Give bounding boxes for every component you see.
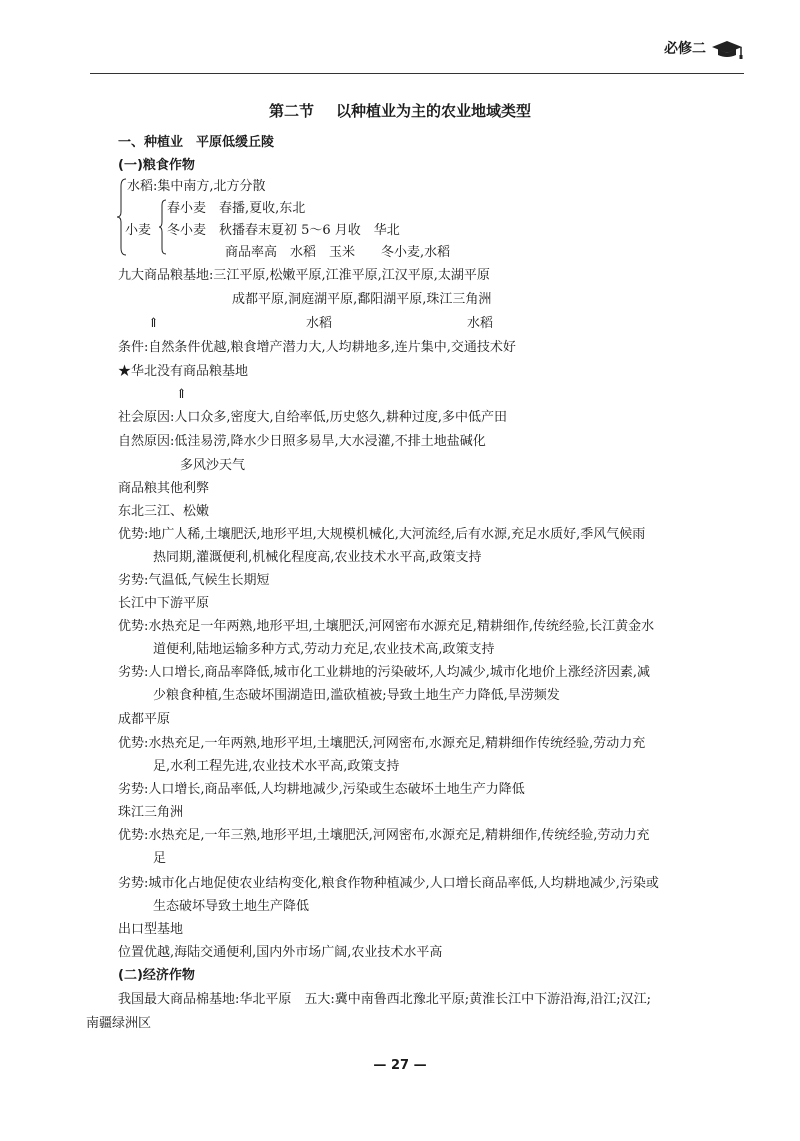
text-nine-bases-cont: 成都平原,洞庭湖平原,鄱阳湖平原,珠江三角洲 (232, 292, 492, 307)
text-rice-label-1: 水稻 (306, 316, 333, 331)
heading-yangtze: 长江中下游平原 (118, 596, 210, 611)
text-natural-reasons: 自然原因:低洼易涝,降水少日照多易旱,大水浸灌,不排土地盐碱化 (118, 434, 486, 449)
text-yz-advantages-cont: 道便利,陆地运输多种方式,劳动力充足,农业技术高,政策支持 (153, 642, 495, 657)
text-cotton-base-cont: 南疆绿洲区 (86, 1016, 152, 1031)
text-nine-bases: 九大商品粮基地:三江平原,松嫩平原,江淮平原,江汉平原,太湖平原 (118, 268, 490, 283)
section-number: 第二节 (268, 102, 314, 120)
text-yz-advantages: 优势:水热充足一年两熟,地形平坦,土壤肥沃,河网密布水源充足,精耕细作,传统经验,长江黄金水 (118, 619, 655, 634)
text-cd-disadvantages: 劣势:人口增长,商品率低,人均耕地减少,污染或生态破坏土地生产力降低 (118, 782, 525, 797)
text-cd-advantages-cont: 足,水利工程先进,农业技术水平高,政策支持 (153, 759, 400, 774)
heading-planting: 一、种植业 平原低缓丘陵 (118, 135, 275, 150)
text-ne-advantages-cont: 热同期,灌溉便利,机械化程度高,农业技术水平高,政策支持 (153, 550, 482, 565)
text-ne-disadvantages: 劣势:气温低,气候生长期短 (118, 573, 270, 588)
heading-grain-crops: (一)粮食作物 (118, 158, 195, 173)
arrow-up-1: ⇑ (148, 316, 159, 331)
text-yz-disadvantages-cont: 少粮食种植,生态破坏围湖造田,滥砍植被;导致土地生产力降低,旱涝频发 (153, 688, 560, 703)
graduation-cap-icon (710, 38, 744, 60)
section-title (0, 100, 800, 121)
brace-wheat-types (159, 199, 167, 255)
text-yz-disadvantages: 劣势:人口增长,商品率降低,城市化工业耕地的污染破坏,人均减少,城市化地价上涨经济因素,减 (118, 665, 651, 680)
text-spring-wheat: 春小麦 春播,夏收,东北 (167, 201, 306, 216)
heading-cash-crops: (二)经济作物 (118, 968, 195, 983)
heading-pearl-river: 珠江三角洲 (118, 805, 184, 820)
text-pr-advantages: 优势:水热充足,一年三熟,地形平坦,土壤肥沃,河网密布,水源充足,精耕细作,传统经验,劳动力充 (118, 828, 650, 843)
text-windy-sandy: 多风沙天气 (180, 458, 246, 473)
text-pr-disadvantages-cont: 生态破坏导致土地生产降低 (153, 899, 310, 914)
header-tag: 必修二 (664, 41, 706, 57)
text-cotton-base: 我国最大商品棉基地:华北平原 五大:冀中南鲁西北豫北平原;黄淮长江中下游沿海,沿江;汉江; (118, 992, 652, 1007)
text-rice-label-2: 水稻 (467, 316, 494, 331)
section-name: 以种植业为主的农业地域类型 (336, 102, 532, 120)
text-pr-advantages-cont: 足 (153, 851, 167, 866)
text-wheat: 小麦 (125, 223, 152, 238)
text-ne-advantages: 优势:地广人稀,土壤肥沃,地形平坦,大规模机械化,大河流经,后有水源,充足水质好,季风气候雨 (118, 527, 646, 542)
header-rule (90, 73, 744, 74)
text-export-base: 位置优越,海陆交通便利,国内外市场广阔,农业技术水平高 (118, 945, 443, 960)
text-conditions: 条件:自然条件优越,粮食增产潜力大,人均耕地多,连片集中,交通技术好 (118, 340, 516, 355)
text-north-china: ★华北没有商品粮基地 (118, 364, 249, 379)
text-commodity-rate: 商品率高 水稻 玉米 冬小麦,水稻 (225, 245, 451, 260)
text-rice: 水稻:集中南方,北方分散 (127, 179, 266, 194)
heading-northeast: 东北三江、松嫩 (118, 504, 210, 519)
arrow-up-2: ⇑ (176, 387, 187, 402)
text-social-reasons: 社会原因:人口众多,密度大,自给率低,历史悠久,耕种过度,多中低产田 (118, 410, 508, 425)
heading-chengdu: 成都平原 (118, 712, 171, 727)
text-cd-advantages: 优势:水热充足,一年两熟,地形平坦,土壤肥沃,河网密布,水源充足,精耕细作传统经验,劳动力充 (118, 736, 646, 751)
text-other-pros-cons: 商品粮其他利弊 (118, 481, 210, 496)
brace-rice-wheat (117, 178, 127, 256)
page-number: — 27 — (373, 1058, 427, 1073)
text-winter-wheat: 冬小麦 秋播春末夏初 5～6 月收 华北 (167, 223, 400, 238)
text-pr-disadvantages: 劣势:城市化占地促使农业结构变化,粮食作物种植减少,人口增长商品率低,人均耕地减少,污染或 (118, 876, 659, 891)
heading-export-base: 出口型基地 (118, 922, 184, 937)
